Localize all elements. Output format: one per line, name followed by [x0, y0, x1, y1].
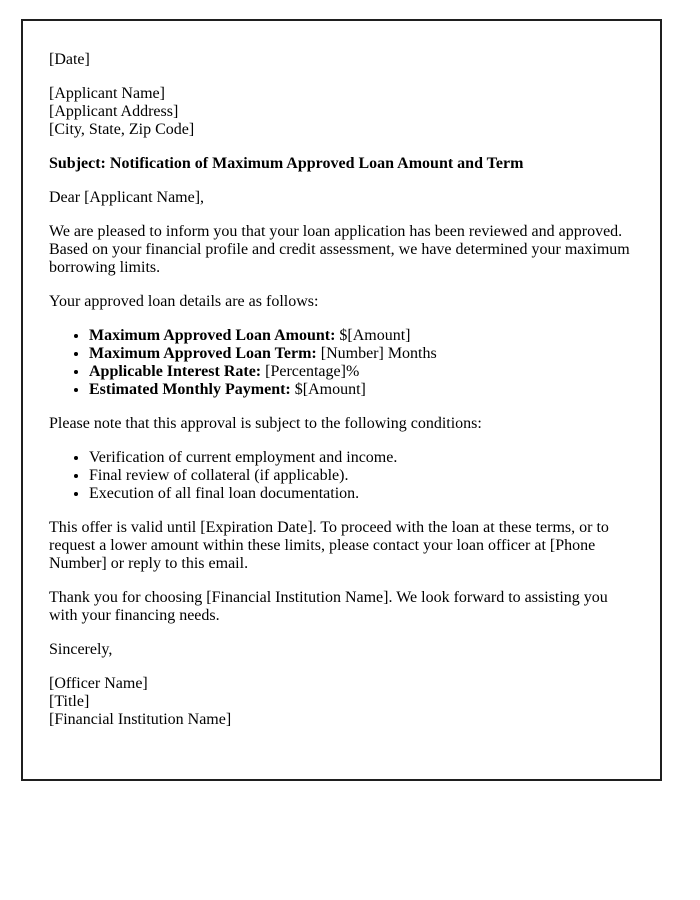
recipient-city-state-zip: [City, State, Zip Code]	[49, 121, 195, 138]
recipient-block	[49, 85, 634, 139]
salutation: Dear [Applicant Name],	[49, 189, 205, 206]
loan-detail-item	[89, 327, 634, 345]
validity-paragraph: This offer is valid until [Expiration Date]. To proceed with the loan at these terms, or to request a lower amount within these limits, please contact your loan officer at [Phone Number] or reply to this email.	[49, 519, 609, 572]
recipient-address: [Applicant Address]	[49, 103, 179, 120]
loan-details-intro: Your approved loan details are as follows:	[49, 293, 319, 310]
subject-line: Subject: Notification of Maximum Approved Loan Amount and Term	[49, 155, 524, 172]
conditions-list	[49, 449, 634, 503]
loan-detail-value: [Number] Months	[316, 345, 437, 362]
closing: Sincerely,	[49, 641, 113, 658]
signature-title: [Title]	[49, 693, 90, 710]
signature-officer-name: [Officer Name]	[49, 675, 148, 692]
date-line: [Date]	[49, 51, 90, 68]
letter-document	[21, 19, 662, 781]
thanks-paragraph: Thank you for choosing [Financial Institution Name]. We look forward to assisting you with your financing needs.	[49, 589, 608, 624]
loan-detail-value: [Percentage]%	[261, 363, 360, 380]
loan-details-list	[49, 327, 634, 399]
loan-detail-label: Maximum Approved Loan Amount:	[89, 327, 336, 344]
conditions-intro: Please note that this approval is subject to the following conditions:	[49, 415, 482, 432]
loan-detail-item	[89, 381, 634, 399]
loan-detail-item	[89, 345, 634, 363]
condition-item: • Final review of collateral (if applicable).	[89, 467, 634, 485]
signature-institution: [Financial Institution Name]	[49, 711, 232, 728]
loan-detail-label: Estimated Monthly Payment:	[89, 381, 291, 398]
loan-detail-value: $[Amount]	[290, 381, 366, 398]
condition-item: • Execution of all final loan documentation.	[89, 485, 634, 503]
loan-detail-label: Maximum Approved Loan Term:	[89, 345, 317, 362]
condition-item: • Verification of current employment and income.	[89, 449, 634, 467]
loan-detail-item	[89, 363, 634, 381]
loan-detail-value: $[Amount]	[335, 327, 411, 344]
signature-block	[49, 675, 634, 729]
intro-paragraph: We are pleased to inform you that your loan application has been reviewed and approved. Based on your financial profile and credit assessment, we have determined your maximum borrowing limits.	[49, 223, 630, 276]
recipient-name: [Applicant Name]	[49, 85, 165, 102]
loan-detail-label: Applicable Interest Rate:	[89, 363, 262, 380]
